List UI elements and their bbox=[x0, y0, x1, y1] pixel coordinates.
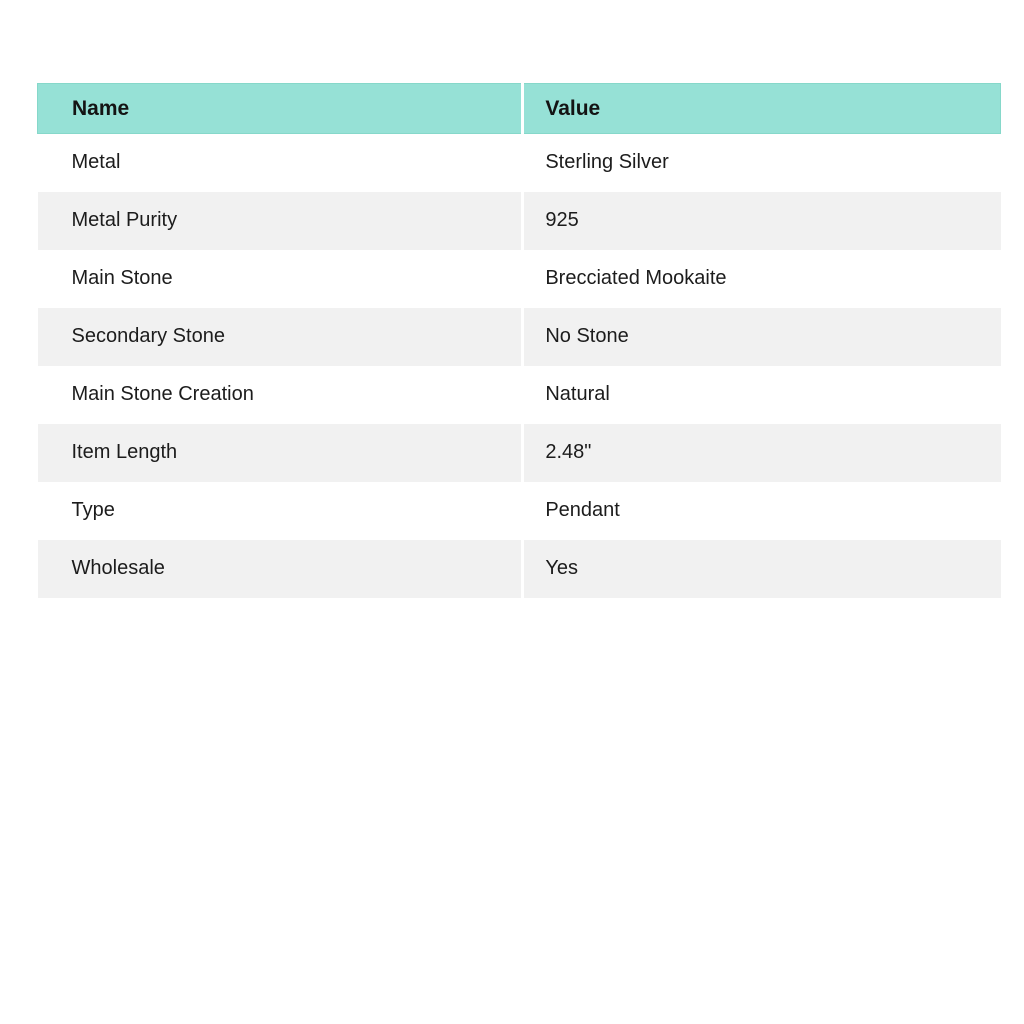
attribute-name-cell: Metal bbox=[38, 134, 523, 192]
attribute-value-cell: No Stone bbox=[523, 308, 1001, 366]
column-header-value: Value bbox=[523, 84, 1001, 134]
attribute-value-cell: Brecciated Mookaite bbox=[523, 250, 1001, 308]
table-row bbox=[38, 192, 1001, 250]
table-row bbox=[38, 250, 1001, 308]
table-row bbox=[38, 308, 1001, 366]
table-row bbox=[38, 424, 1001, 482]
attribute-value-cell: Pendant bbox=[523, 482, 1001, 540]
attribute-value-cell: 925 bbox=[523, 192, 1001, 250]
attribute-value-cell: 2.48" bbox=[523, 424, 1001, 482]
attribute-name-cell: Main Stone bbox=[38, 250, 523, 308]
attribute-name-cell: Wholesale bbox=[38, 540, 523, 598]
attribute-value-cell: Yes bbox=[523, 540, 1001, 598]
attribute-name-cell: Main Stone Creation bbox=[38, 366, 523, 424]
attributes-table-container bbox=[37, 83, 1001, 598]
attribute-name-cell: Secondary Stone bbox=[38, 308, 523, 366]
table-row bbox=[38, 540, 1001, 598]
table-row bbox=[38, 366, 1001, 424]
attribute-value-cell: Sterling Silver bbox=[523, 134, 1001, 192]
attribute-name-cell: Type bbox=[38, 482, 523, 540]
table-row bbox=[38, 482, 1001, 540]
attribute-name-cell: Metal Purity bbox=[38, 192, 523, 250]
column-header-name: Name bbox=[38, 84, 523, 134]
table-header-row bbox=[38, 84, 1001, 134]
product-attributes-table bbox=[37, 83, 1001, 598]
attribute-name-cell: Item Length bbox=[38, 424, 523, 482]
attribute-value-cell: Natural bbox=[523, 366, 1001, 424]
table-row bbox=[38, 134, 1001, 192]
